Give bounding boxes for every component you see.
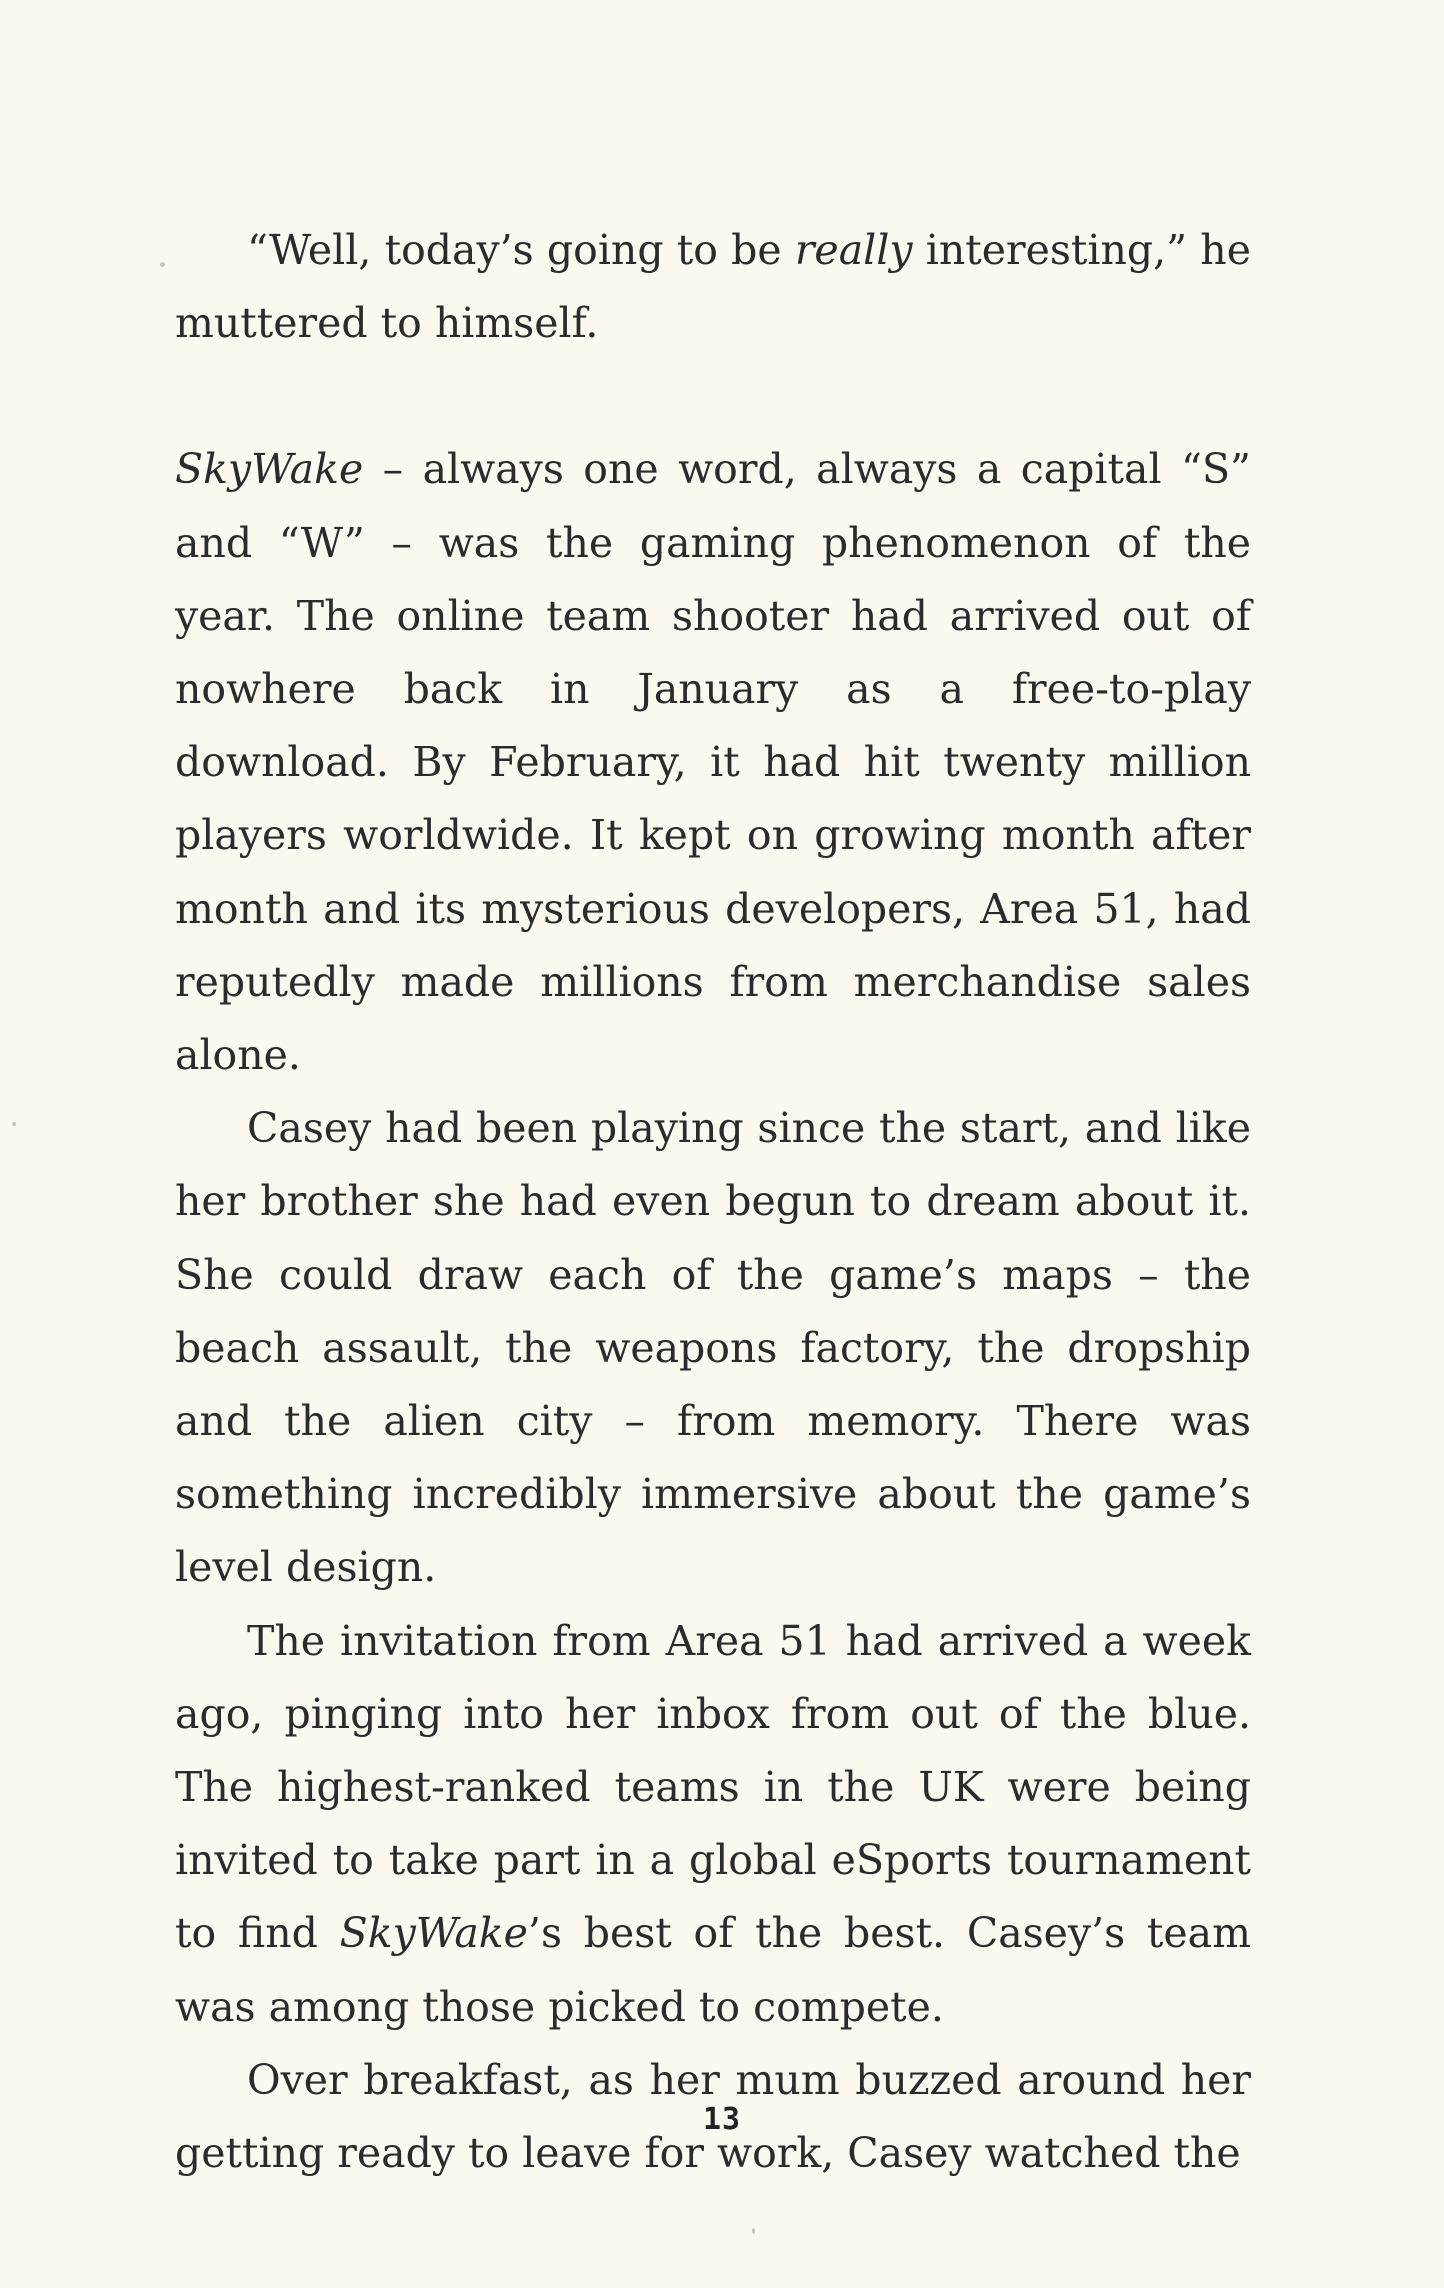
page-number: 13	[702, 2102, 742, 2137]
paragraph-1-part-3: interesting,” he muttered to himself.	[175, 226, 1251, 348]
paragraph-2-game-title: SkyWake	[175, 445, 364, 494]
paragraph-4-game-title: SkyWake	[339, 1909, 528, 1958]
paragraph-2-part-2: – always one word, always a capital “S” and “W” – was the gaming phenomenon of the year. The online team shooter had arrived out of nowhere back in January as a free-to-play download. By February, it had hit twenty million players worldwide. It kept on growing month after month and its mysterious developers, Area 51, had reputedly made millions from merchandise sales alone.	[175, 445, 1251, 1080]
scan-speck	[160, 262, 165, 267]
scan-speck	[752, 2228, 755, 2234]
paragraph-4-part-3: ’s best of the best. Casey’s team was among those picked to compete.	[175, 1909, 1251, 2031]
body-text	[175, 214, 1251, 2190]
scan-speck	[12, 1122, 16, 1126]
paragraph-4	[175, 1605, 1251, 2044]
paragraph-1-emphasis: really	[794, 226, 913, 274]
paragraph-1	[175, 214, 1251, 360]
paragraph-2	[175, 433, 1251, 1092]
paragraph-1-part-1: “Well, today’s going to be	[247, 226, 795, 274]
paragraph-3: Casey had been playing since the start, and like her brother she had even begun to dream about it. She could draw each of the game’s maps – the beach assault, the weapons factory, the dropship and the alien city – from memory. There was something incredibly immersive about the game’s level design.	[175, 1104, 1251, 1592]
paragraph-4-part-1: The invitation from Area 51 had arrived a week ago, pinging into her inbox from out of the blue. The highest-ranked teams in the UK were being invited to take part in a global eSports tournament to find	[175, 1616, 1251, 1958]
paragraph-5: Over breakfast, as her mum buzzed around her getting ready to leave for work, Casey watched the	[175, 2055, 1251, 2178]
